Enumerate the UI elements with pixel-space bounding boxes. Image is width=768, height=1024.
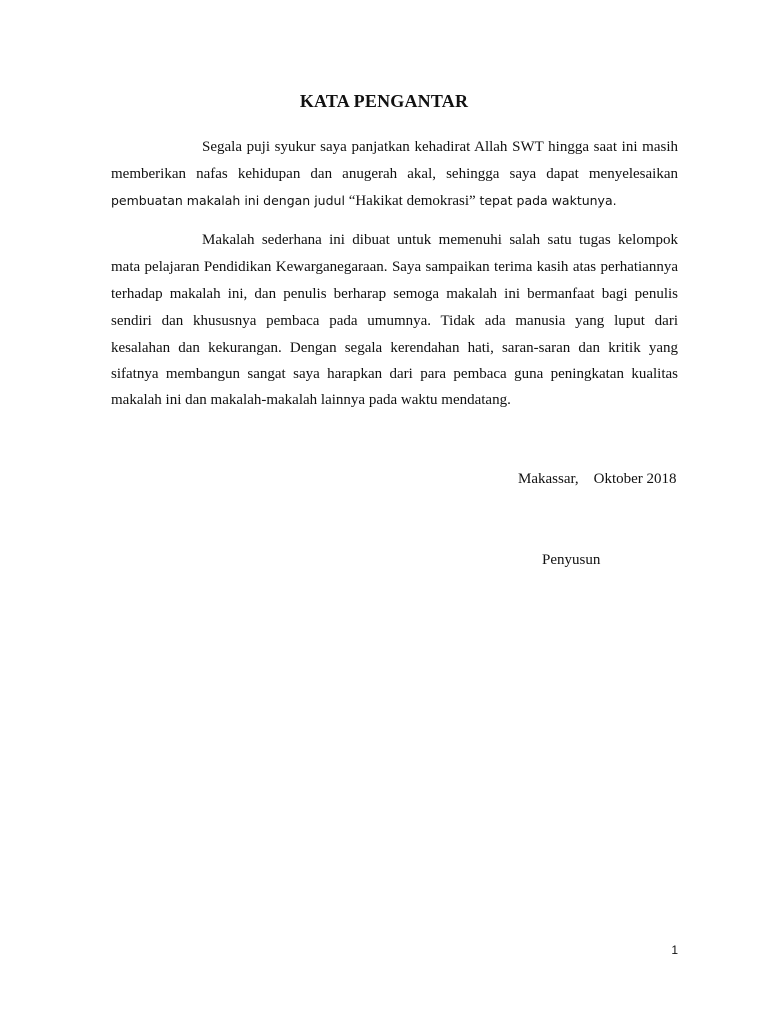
paragraph-1-line-3-part-3: tepat pada waktunya. [479,193,617,208]
paragraph-1-line-3-part-1: pembuatan makalah ini dengan judul [111,193,345,208]
paragraph-1-line-3 [111,191,678,211]
signature-label: Penyusun [542,552,601,568]
paragraph-1-line-3-part-2: “Hakikat demokrasi” [348,193,476,209]
paragraph-2-line-7: makalah ini dan makalah-makalah lainnya pada waktu mendatang. [111,392,511,408]
page-title: KATA PENGANTAR [299,91,469,111]
paragraph-1-line-1: Segala puji syukur saya panjatkan kehadirat Allah SWT hingga saat ini masih [202,139,678,155]
place-and-date: Makassar, Oktober 2018 [518,471,677,487]
page-number: 1 [671,943,678,957]
paragraph-2-line-3: terhadap makalah ini, dan penulis berharap semoga makalah ini bermanfaat bagi penulis [111,286,678,302]
paragraph-2-line-1: Makalah sederhana ini dibuat untuk memenuhi salah satu tugas kelompok [202,232,678,248]
paragraph-2-line-5: kesalahan dan kekurangan. Dengan segala kerendahan hati, saran-saran dan kritik yang [111,340,678,356]
paragraph-2-line-4: sendiri dan khususnya pembaca pada umumnya. Tidak ada manusia yang luput dari [111,313,678,329]
paragraph-2-line-2: mata pelajaran Pendidikan Kewarganegaraan. Saya sampaikan terima kasih atas perhatiannya [111,259,678,275]
paragraph-2-line-6: sifatnya membangun sangat saya harapkan dari para pembaca guna peningkatan kualitas [111,366,678,382]
paragraph-1-line-2: memberikan nafas kehidupan dan anugerah akal, sehingga saya dapat menyelesaikan [111,166,678,182]
